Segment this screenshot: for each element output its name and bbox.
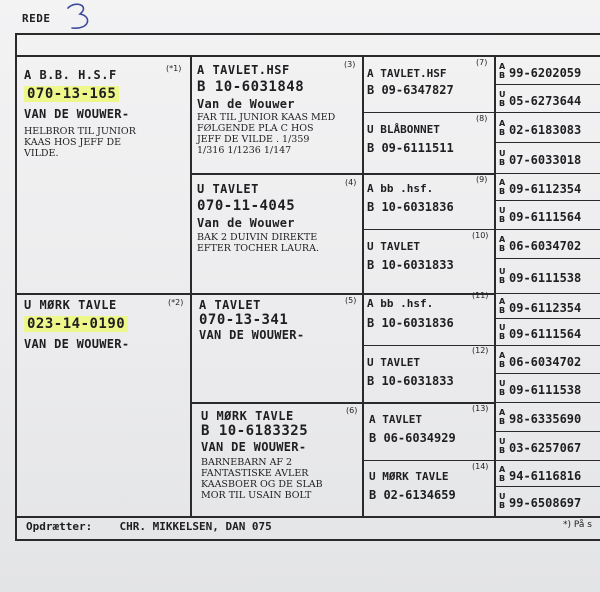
gen4-cell <box>497 113 600 142</box>
ring-number: B 09-6347827 <box>367 83 454 97</box>
ring-number: 070-11-4045 <box>197 198 296 214</box>
ring-number: B 06-6034929 <box>369 431 456 445</box>
gen4-entry <box>499 492 581 510</box>
gen4-entry <box>499 408 581 426</box>
country-code: B <box>499 244 506 253</box>
gen4-cell <box>497 85 600 112</box>
bird-name: A TAVLET <box>369 413 422 426</box>
ring-number: 09-6111564 <box>509 327 582 341</box>
ring-number: B 10-6183325 <box>201 423 309 439</box>
bird-name: U BLÅBONNET <box>367 123 440 136</box>
ring-number: B 10-6031836 <box>367 200 454 214</box>
grandparent-cell <box>193 58 361 172</box>
gen4-entry <box>499 90 581 108</box>
sex-code: U <box>499 323 506 332</box>
gen4-entry <box>499 323 581 341</box>
ring-number: 99-6202059 <box>509 65 582 80</box>
ring-number: 99-6508697 <box>509 496 582 510</box>
owner-name: VAN DE WOUWER- <box>24 107 130 121</box>
ref-number: (8) <box>476 114 488 123</box>
gen4-entry <box>499 297 581 315</box>
sex-and-country-code <box>499 267 509 285</box>
sex-code: A <box>499 61 506 71</box>
ring-number: B 09-6111511 <box>367 141 454 155</box>
grandparent-cell <box>193 296 361 401</box>
bird-name: A TAVLET <box>199 298 261 312</box>
owner-name: Van de Wouwer <box>197 216 295 230</box>
sex-code: A <box>499 178 506 187</box>
grandparent-cell <box>193 176 361 292</box>
owner-name: VAN DE WOUWER- <box>24 337 130 351</box>
gen4-entry <box>499 149 581 167</box>
sex-code: A <box>499 350 506 360</box>
sex-and-country-code <box>499 351 509 369</box>
country-code: B <box>499 276 506 285</box>
sex-code: U <box>499 267 506 276</box>
ref-number: (5) <box>345 296 357 305</box>
bird-name: U MØRK TAVLE <box>24 298 117 312</box>
owner-name: VAN DE WOUWER- <box>201 440 307 454</box>
rede-label: REDE <box>22 12 51 25</box>
bird-name: A TAVLET.HSF <box>367 67 447 80</box>
ring-number: 07-6033018 <box>509 153 582 167</box>
ring-number: 09-6111538 <box>509 383 582 397</box>
ring-number: 070-13-341 <box>199 312 289 328</box>
bird-name: A bb .hsf. <box>367 182 434 195</box>
sex-code: A <box>499 118 506 128</box>
breeder-line <box>26 520 272 533</box>
sex-and-country-code <box>499 323 509 341</box>
sex-and-country-code <box>499 90 509 108</box>
ref-number: (6) <box>346 406 358 415</box>
ring-number: 09-6111564 <box>509 210 582 224</box>
ring-number: 06-6034702 <box>509 354 582 369</box>
gen3-cell <box>364 230 494 293</box>
bird-note: HELBROR TIL JUNIOR KAAS HOS JEFF DE VILDE. <box>24 126 136 159</box>
footnote: *) På s <box>563 520 592 530</box>
ref-number: (14) <box>472 462 489 471</box>
ref-number: (11) <box>472 291 489 300</box>
gen4-entry <box>499 62 581 80</box>
sex-and-country-code <box>499 437 509 455</box>
gen4-cell <box>497 319 600 345</box>
gen4-cell <box>497 57 600 84</box>
sex-code: U <box>499 89 506 99</box>
gen4-cell <box>497 374 600 402</box>
gen3-cell <box>364 175 494 229</box>
breeder-label: Opdrætter: <box>26 520 93 533</box>
gen4-cell <box>497 230 600 258</box>
gen4-entry <box>499 379 581 397</box>
ring-number: 94-6116816 <box>509 468 582 483</box>
bird-name: A TAVLET.HSF <box>197 63 290 77</box>
gen4-entry <box>499 465 581 483</box>
owner-name: Van de Wouwer <box>197 97 295 111</box>
gen3-cell <box>364 113 494 173</box>
handwritten-nest-number <box>60 2 98 32</box>
sex-and-country-code <box>499 492 509 510</box>
bird-name: U MØRK TAVLE <box>369 470 449 483</box>
gen4-entry <box>499 267 581 285</box>
sex-code: A <box>499 297 506 306</box>
ring-number: 03-6257067 <box>509 441 582 455</box>
gen4-cell <box>497 259 600 293</box>
sex-and-country-code <box>499 62 509 80</box>
ring-number: 05-6273644 <box>509 93 582 108</box>
gen4-cell <box>497 201 600 229</box>
country-code: B <box>499 446 506 455</box>
country-code: B <box>499 187 506 196</box>
ring-number: 09-6111538 <box>509 271 582 285</box>
country-code: B <box>499 158 506 167</box>
bird-name: U TAVLET <box>367 356 420 369</box>
ref-number: (9) <box>476 175 488 184</box>
ring-number: B 10-6031833 <box>367 374 454 388</box>
ring-number: 02-6183083 <box>509 122 582 137</box>
bird-name: A bb .hsf. <box>367 297 434 310</box>
sex-code: A <box>499 464 506 474</box>
ref-number: (*2) <box>168 298 184 307</box>
bird-name: U TAVLET <box>367 240 420 253</box>
gen4-entry <box>499 178 581 196</box>
ring-number-highlighted: 070-13-165 <box>24 86 119 102</box>
gen4-entry <box>499 235 581 253</box>
gen4-cell <box>497 487 600 515</box>
sex-code: U <box>499 492 506 501</box>
sex-and-country-code <box>499 408 509 426</box>
gen3-cell <box>364 57 494 112</box>
ref-number: (12) <box>472 346 489 355</box>
ring-number: B 10-6031848 <box>197 79 305 95</box>
country-code: B <box>499 306 506 315</box>
grandparent-cell <box>193 405 361 515</box>
bird-note: BAK 2 DUIVIN DIREKTE EFTER TOCHER LAURA. <box>197 232 319 254</box>
sex-code: U <box>499 149 506 158</box>
bird-name: U TAVLET <box>197 182 259 196</box>
country-code: B <box>499 388 506 397</box>
ring-number: B 02-6134659 <box>369 488 456 502</box>
sex-and-country-code <box>499 119 509 137</box>
country-code: B <box>499 473 506 483</box>
breeder-name: CHR. MIKKELSEN, DAN 075 <box>119 520 272 533</box>
ring-number: B 10-6031833 <box>367 258 454 272</box>
ring-number: 09-6112354 <box>509 182 582 196</box>
sex-and-country-code <box>499 465 509 483</box>
country-code: B <box>499 98 506 108</box>
gen4-entry <box>499 437 581 455</box>
gen4-cell <box>497 346 600 373</box>
sex-and-country-code <box>499 235 509 253</box>
country-code: B <box>499 332 506 341</box>
country-code: B <box>499 127 506 137</box>
bird-note: FAR TIL JUNIOR KAAS MED FØLGENDE PLA C HOS JEFF DE VILDE . 1/359 1/316 1/1236 1/147 <box>197 112 336 156</box>
ref-number: (7) <box>476 58 488 67</box>
gen4-entry <box>499 351 581 369</box>
sex-code: U <box>499 206 506 215</box>
gen4-cell <box>497 403 600 431</box>
ref-number: (13) <box>472 404 489 413</box>
country-code: B <box>499 215 506 224</box>
bird-name: U MØRK TAVLE <box>201 409 294 423</box>
sex-code: U <box>499 437 506 446</box>
ring-number: B 10-6031836 <box>367 316 454 330</box>
sire-cell <box>18 58 188 292</box>
country-code: B <box>499 417 506 426</box>
gen3-cell <box>364 404 494 460</box>
country-code: B <box>499 359 506 369</box>
gen4-cell <box>497 432 600 460</box>
country-code: B <box>499 70 506 80</box>
gen3-cell <box>364 291 494 345</box>
country-code: B <box>499 501 506 510</box>
sex-and-country-code <box>499 297 509 315</box>
dam-cell <box>18 296 188 514</box>
gen4-cell <box>497 294 600 318</box>
sex-code: A <box>499 408 506 417</box>
sex-and-country-code <box>499 178 509 196</box>
gen4-entry <box>499 206 581 224</box>
gen3-cell <box>364 461 494 516</box>
sex-code: U <box>499 379 506 388</box>
owner-name: VAN DE WOUWER- <box>199 328 305 342</box>
ring-number: 09-6112354 <box>509 301 582 315</box>
ref-number: (4) <box>345 178 357 187</box>
bird-name: A B.B. H.S.F <box>24 68 117 82</box>
gen4-cell <box>497 143 600 173</box>
ref-number: (10) <box>472 231 489 240</box>
sex-and-country-code <box>499 379 509 397</box>
sex-and-country-code <box>499 206 509 224</box>
ring-number-highlighted: 023-14-0190 <box>24 316 128 332</box>
gen4-entry <box>499 119 581 137</box>
sex-code: A <box>499 235 506 244</box>
gen3-cell <box>364 346 494 402</box>
ref-number: (3) <box>344 60 356 69</box>
sex-and-country-code <box>499 149 509 167</box>
gen4-cell <box>497 174 600 200</box>
ref-number: (*1) <box>166 64 182 73</box>
ring-number: 98-6335690 <box>509 412 582 426</box>
bird-note: BARNEBARN AF 2 FANTASTISKE AVLER KAASBOER OG DE SLAB MOR TIL USAIN BOLT <box>201 457 323 501</box>
ring-number: 06-6034702 <box>509 239 582 253</box>
gen4-cell <box>497 461 600 486</box>
